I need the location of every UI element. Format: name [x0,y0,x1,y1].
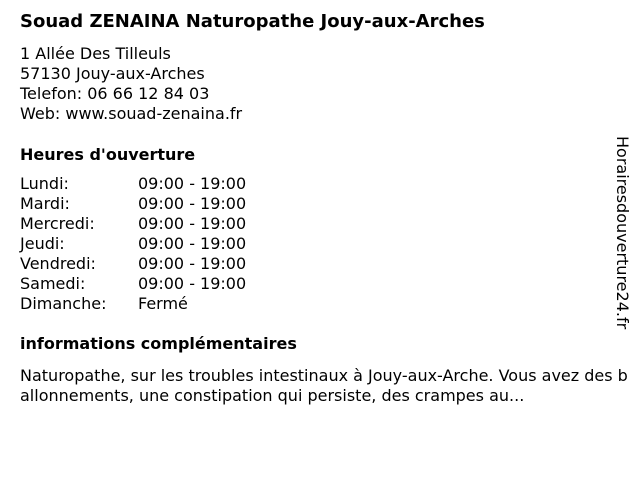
phone-number: Telefon: 06 66 12 84 03 [20,84,210,103]
hours-day: Vendredi: [20,254,96,273]
hours-day: Jeudi: [20,234,65,253]
hours-day: Mardi: [20,194,70,213]
hours-time: 09:00 - 19:00 [138,194,247,213]
additional-info-heading: informations complémentaires [20,334,297,353]
website: Web: www.souad-zenaina.fr [20,104,243,123]
hours-day: Lundi: [20,174,69,193]
business-description: Naturopathe, sur les troubles intestinaux à Jouy-aux-Arche. Vous avez des ballonnements, une constipation qui persiste, des crampes au... [20,366,628,405]
opening-hours-heading: Heures d'ouverture [20,145,196,164]
business-title: Souad ZENAINA Naturopathe Jouy-aux-Arches [20,11,485,32]
hours-time: 09:00 - 19:00 [138,214,247,233]
address-block [20,44,242,124]
hours-day: Mercredi: [20,214,95,233]
hours-day: Dimanche: [20,294,107,313]
site-watermark: Horairesdouverture24.fr [613,136,632,330]
hours-time: 09:00 - 19:00 [138,254,247,273]
hours-day: Samedi: [20,274,86,293]
street-address: 1 Allée Des Tilleuls [20,44,171,63]
hours-time: 09:00 - 19:00 [138,274,247,293]
hours-time: 09:00 - 19:00 [138,174,247,193]
hours-time: Fermé [138,294,188,313]
hours-time: 09:00 - 19:00 [138,234,247,253]
city-address: 57130 Jouy-aux-Arches [20,64,205,83]
